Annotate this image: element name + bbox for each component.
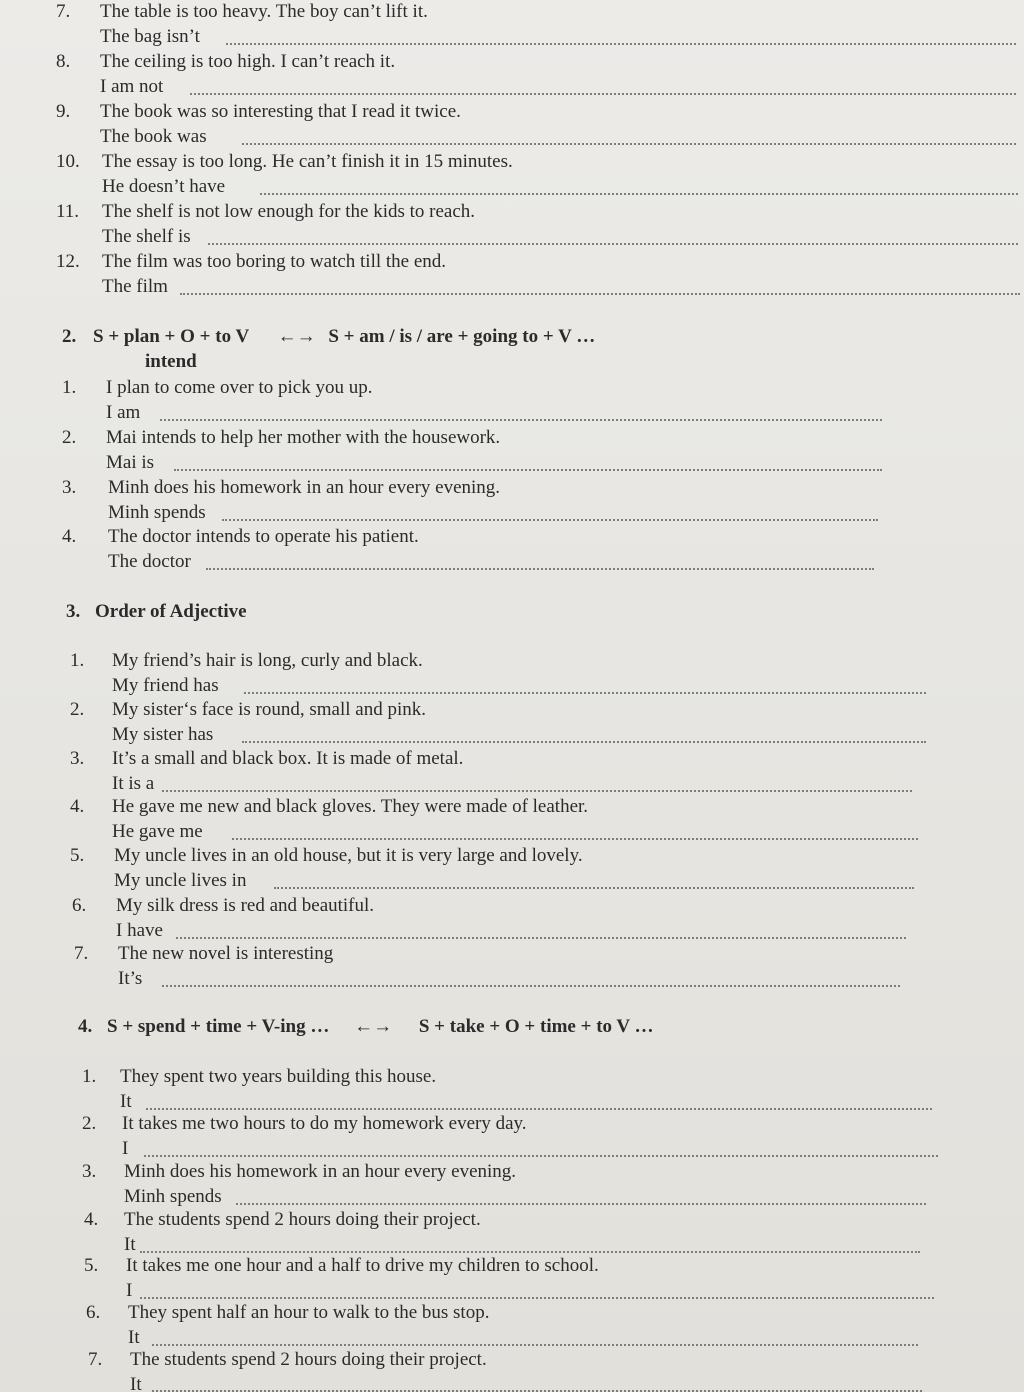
question-number: 6. (72, 895, 87, 916)
answer-prompt: It (130, 1374, 142, 1392)
section-heading (78, 1016, 654, 1038)
question-text: They spent half an hour to walk to the bus stop. (128, 1302, 490, 1323)
answer-prompt: It’s (118, 968, 143, 989)
section-number: 3. (66, 601, 81, 622)
answer-prompt: My sister has (112, 724, 214, 745)
question-text: The doctor intends to operate his patient. (108, 526, 419, 547)
answer-prompt: I am (106, 402, 141, 423)
question-text: I plan to come over to pick you up. (106, 377, 373, 398)
formula-right: S + take + O + time + to V … (418, 1016, 654, 1037)
question-text: The ceiling is too high. I can’t reach it. (100, 51, 396, 72)
answer-prompt: I have (116, 920, 163, 941)
question-number: 7. (88, 1349, 103, 1370)
question-number: 4. (62, 526, 77, 547)
question-number: 12. (56, 251, 80, 272)
question-text: My sister‘s face is round, small and pink. (112, 699, 426, 720)
section-number: 4. (78, 1016, 93, 1037)
answer-prompt: The shelf is (102, 226, 191, 247)
question-number: 3. (70, 748, 85, 769)
answer-prompt: Minh spends (108, 502, 206, 523)
question-text: The film was too boring to watch till the end. (102, 251, 447, 272)
answer-prompt: I (122, 1138, 129, 1159)
question-text: It’s a small and black box. It is made of metal. (112, 748, 464, 769)
answer-prompt: My friend has (112, 675, 219, 696)
question-number: 1. (62, 377, 77, 398)
question-text: It takes me one hour and a half to drive my children to school. (126, 1255, 599, 1276)
question-number: 7. (56, 1, 71, 22)
question-number: 2. (70, 699, 85, 720)
question-text: He gave me new and black gloves. They were made of leather. (112, 796, 589, 817)
question-number: 6. (86, 1302, 101, 1323)
question-text: The shelf is not low enough for the kids to reach. (102, 201, 476, 222)
question-number: 9. (56, 101, 71, 122)
double-arrow-icon: ←→ (354, 1016, 393, 1037)
formula-right: S + am / is / are + going to + V … (328, 326, 596, 347)
answer-line[interactable] (236, 1203, 926, 1205)
question-text: Mai intends to help her mother with the housework. (106, 427, 501, 448)
answer-prompt: He doesn’t have (102, 176, 226, 197)
question-text: It takes me two hours to do my homework every day. (122, 1113, 527, 1134)
answer-prompt: Mai is (106, 452, 155, 473)
question-number: 1. (70, 650, 85, 671)
question-number: 7. (74, 943, 89, 964)
answer-prompt: The doctor (108, 551, 191, 572)
answer-prompt: Minh spends (124, 1186, 222, 1207)
answer-prompt: It (120, 1091, 132, 1112)
formula-left: S + spend + time + V-ing … (107, 1016, 330, 1037)
answer-line[interactable] (152, 1344, 918, 1346)
question-number: 3. (62, 477, 77, 498)
answer-line[interactable] (140, 1297, 934, 1299)
double-arrow-icon: ←→ (277, 326, 316, 347)
question-number: 4. (70, 796, 85, 817)
answer-prompt: It (124, 1234, 136, 1255)
question-text: The book was so interesting that I read it twice. (100, 101, 461, 122)
section-title: Order of Adjective (95, 601, 247, 622)
answer-prompt: It is a (112, 773, 155, 794)
answer-prompt: He gave me (112, 821, 203, 842)
question-number: 5. (70, 845, 85, 866)
formula-left: S + plan + O + to V (93, 326, 249, 347)
answer-prompt: It (128, 1327, 140, 1348)
question-text: The new novel is interesting (118, 943, 334, 964)
question-text: Minh does his homework in an hour every evening. (108, 477, 501, 498)
question-number: 4. (84, 1209, 99, 1230)
answer-prompt: The film (102, 276, 168, 297)
question-text: My friend’s hair is long, curly and black. (112, 650, 423, 671)
answer-prompt: My uncle lives in (114, 870, 247, 891)
question-number: 10. (56, 151, 80, 172)
answer-prompt: I am not (100, 76, 164, 97)
question-number: 1. (82, 1066, 97, 1087)
question-text: They spent two years building this house. (120, 1066, 437, 1087)
answer-prompt: The book was (100, 126, 207, 147)
answer-line[interactable] (140, 1251, 920, 1253)
section-number: 2. (62, 326, 77, 347)
question-text: The students spend 2 hours doing their project. (130, 1349, 487, 1370)
question-text: My silk dress is red and beautiful. (116, 895, 375, 916)
answer-prompt: The bag isn’t (100, 26, 200, 47)
question-number: 8. (56, 51, 71, 72)
answer-line[interactable] (144, 1155, 938, 1157)
question-number: 2. (62, 427, 77, 448)
question-text: The table is too heavy. The boy can’t lift it. (100, 1, 428, 22)
question-number: 5. (84, 1255, 99, 1276)
question-text: The essay is too long. He can’t finish it in 15 minutes. (102, 151, 513, 172)
question-text: The students spend 2 hours doing their project. (124, 1209, 481, 1230)
question-text: Minh does his homework in an hour every evening. (124, 1161, 517, 1182)
answer-line[interactable] (146, 1108, 932, 1110)
question-text: My uncle lives in an old house, but it is very large and lovely. (114, 845, 583, 866)
formula-alternative: intend (145, 351, 197, 372)
question-number: 11. (56, 201, 80, 222)
answer-prompt: I (126, 1280, 133, 1301)
question-number: 2. (82, 1113, 97, 1134)
question-number: 3. (82, 1161, 97, 1182)
